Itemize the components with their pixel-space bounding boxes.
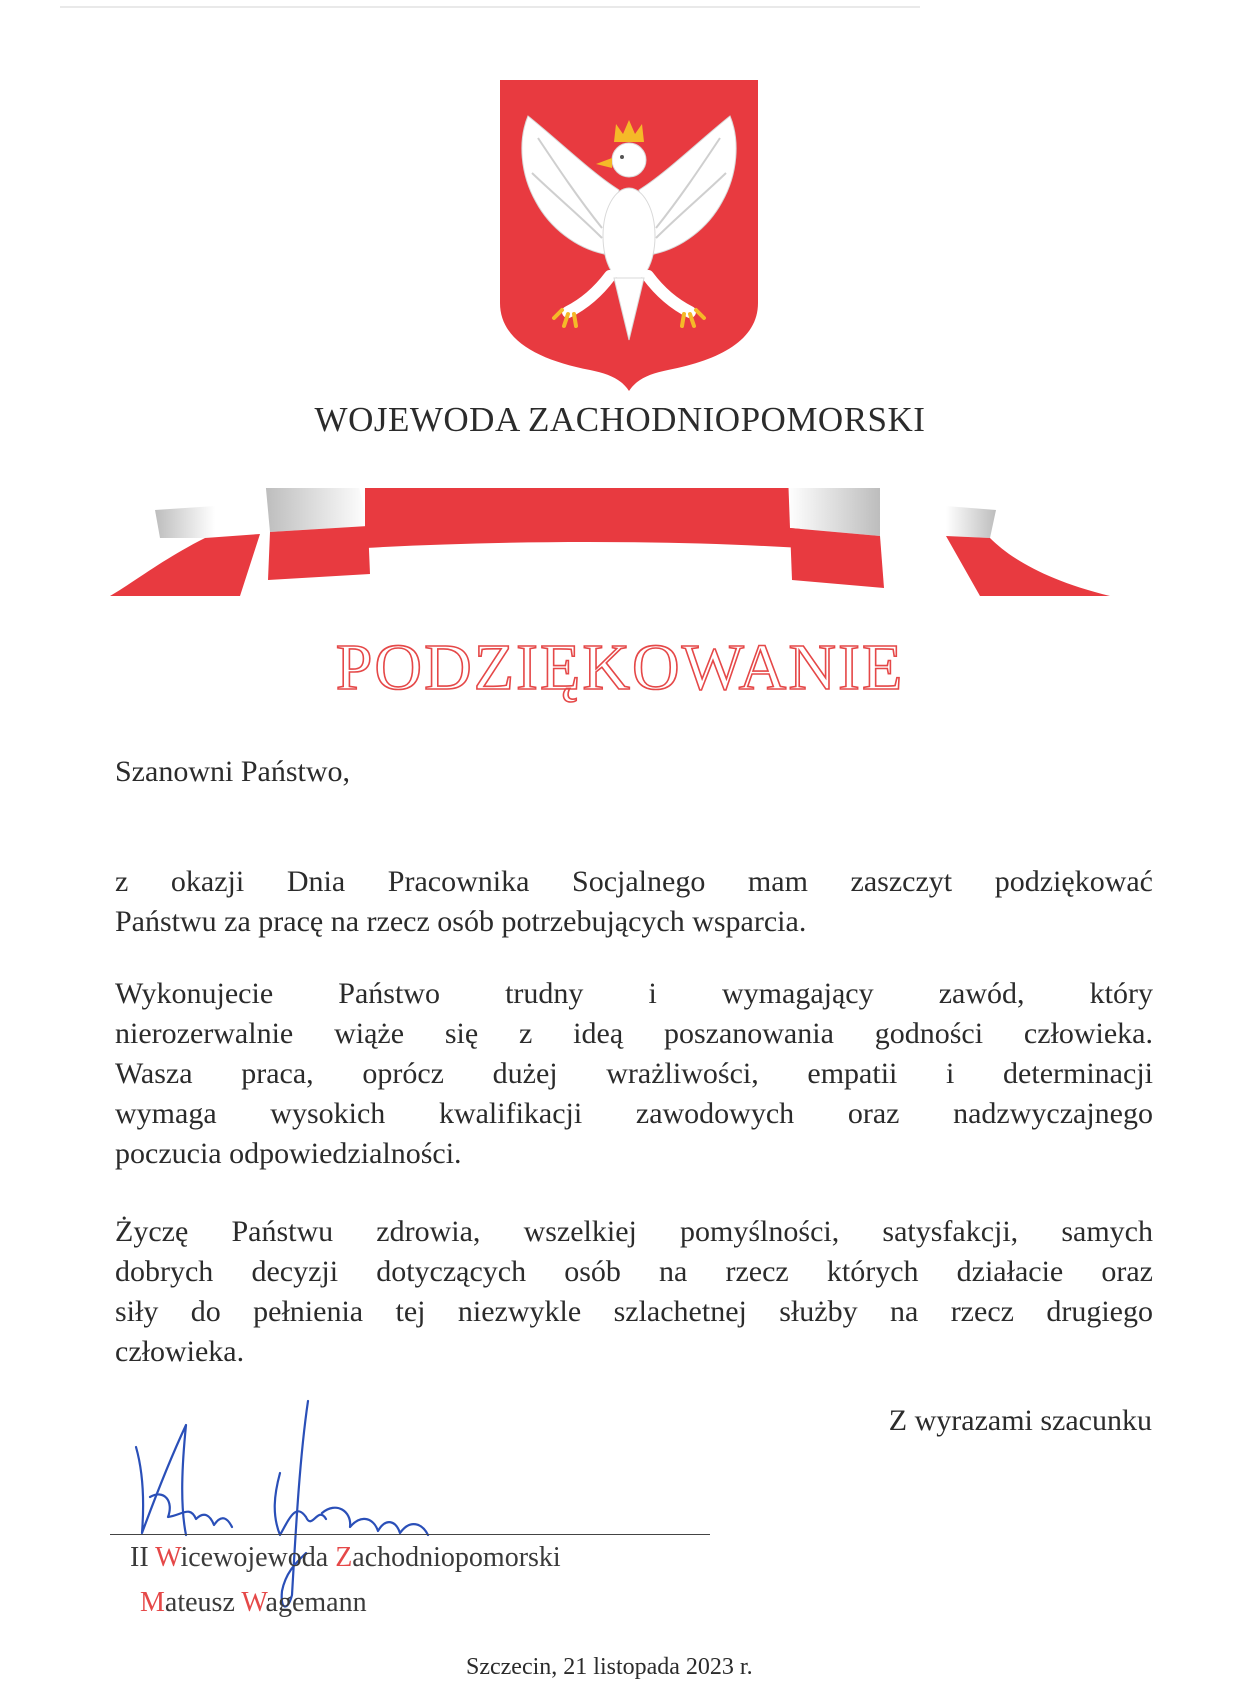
paragraph-line: poczucia odpowiedzialności. xyxy=(115,1137,462,1170)
name-part-accent: W xyxy=(241,1587,266,1618)
document-title: PODZIĘKOWANIE xyxy=(335,631,905,704)
paragraph-line: człowieka. xyxy=(115,1335,245,1368)
paragraph-1 xyxy=(115,862,1153,942)
paragraph-line: z okazji Dnia Pracownika Socjalnego mam zaszczyt podziękować xyxy=(115,865,1153,898)
place-and-date: Szczecin, 21 listopada 2023 r. xyxy=(466,1654,753,1680)
paragraph-line: siły do pełnienia tej niezwykle szlachetnej służby na rzecz drugiego xyxy=(115,1295,1153,1328)
signer-title xyxy=(130,1542,561,1574)
greeting: Szanowni Państwo, xyxy=(115,755,350,788)
name-part: agemann xyxy=(265,1587,367,1618)
paragraph-line: Życzę Państwu zdrowia, wszelkiej pomyślności, satysfakcji, samych xyxy=(115,1215,1153,1248)
title-part-accent: W xyxy=(155,1542,181,1573)
title-part: achodniopomorski xyxy=(352,1542,561,1573)
paragraph-line: Wasza praca, oprócz dużej wrażliwości, empatii i determinacji xyxy=(115,1057,1153,1090)
polish-eagle-emblem-icon xyxy=(498,78,760,393)
name-part: ateusz xyxy=(164,1587,242,1618)
paragraph-line: Wykonujecie Państwo trudny i wymagający zawód, który xyxy=(115,977,1153,1010)
signature-line xyxy=(110,1534,710,1535)
paragraph-2 xyxy=(115,974,1153,1174)
scan-edge-line xyxy=(60,6,920,8)
office-title: WOJEWODA ZACHODNIOPOMORSKI xyxy=(314,400,926,439)
title-part: II xyxy=(130,1542,156,1573)
paragraph-line: wymaga wysokich kwalifikacji zawodowych oraz nadzwyczajnego xyxy=(115,1097,1153,1130)
handwritten-signature-icon xyxy=(130,1385,470,1615)
paragraph-line: dobrych decyzji dotyczących osób na rzecz których działacie oraz xyxy=(115,1255,1153,1288)
paragraph-3 xyxy=(115,1212,1153,1372)
name-part-accent: M xyxy=(140,1587,165,1618)
paragraph-line: Państwu za pracę na rzecz osób potrzebujących wsparcia. xyxy=(115,905,807,938)
paragraph-line: nierozerwalnie wiąże się z ideą poszanowania godności człowieka. xyxy=(115,1017,1153,1050)
signer-name xyxy=(140,1587,367,1619)
title-part-accent: Z xyxy=(335,1542,353,1573)
closing-phrase: Z wyrazami szacunku xyxy=(888,1404,1152,1437)
title-part: icewojewoda xyxy=(180,1542,336,1573)
